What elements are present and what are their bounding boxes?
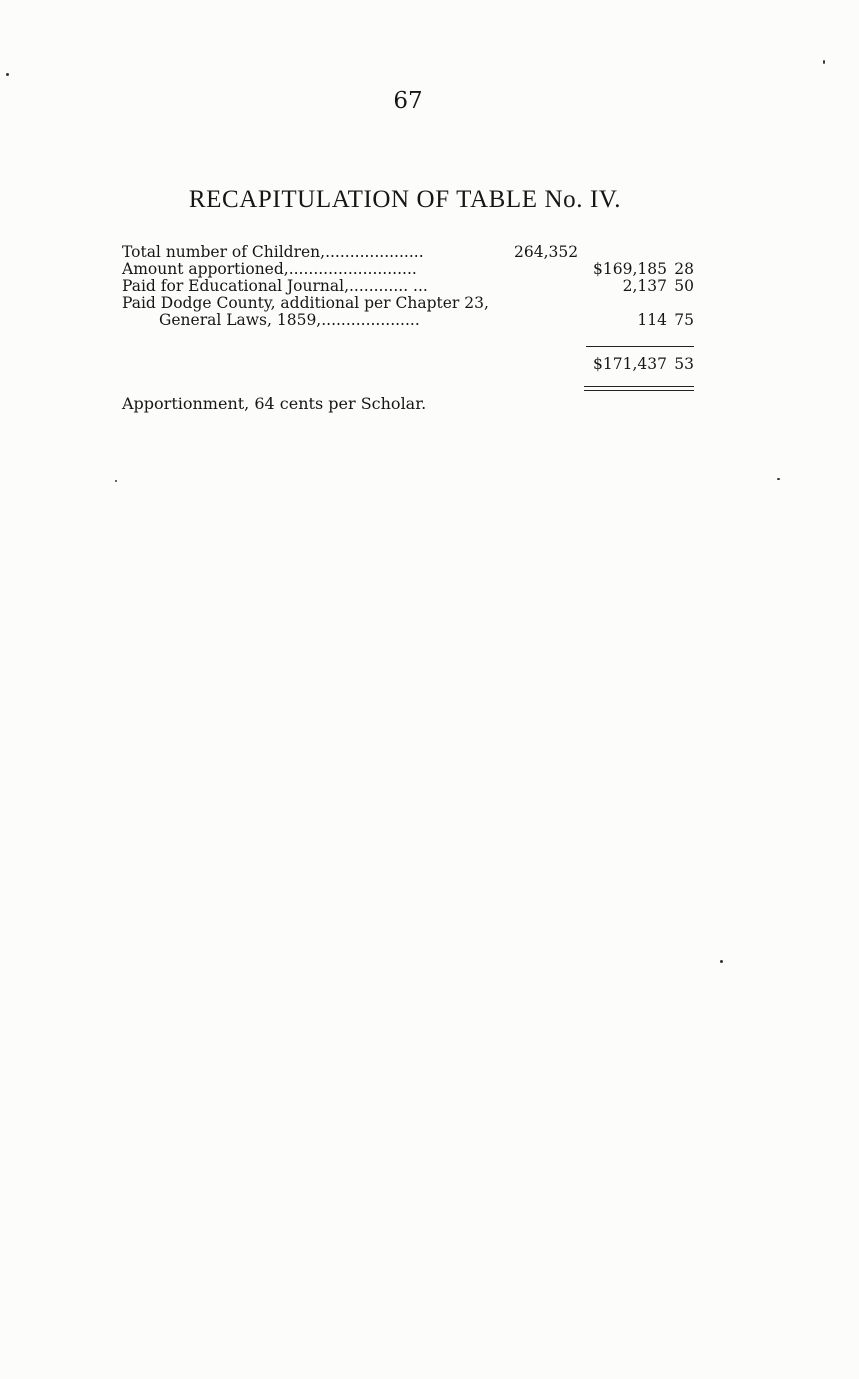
- row-label: Amount apportioned,..........................: [122, 260, 417, 278]
- row-count: 264,352: [514, 243, 579, 261]
- print-speck: [115, 480, 117, 482]
- row-dollars: 114: [637, 311, 667, 329]
- print-speck: [777, 478, 780, 480]
- row-label: Total number of Children,....................: [122, 243, 424, 261]
- row-label: Paid for Educational Journal,............ ...: [122, 277, 428, 295]
- row-dollars: 2,137: [622, 277, 667, 295]
- page-title: RECAPITULATION OF TABLE No. IV.: [188, 186, 622, 213]
- print-speck: [823, 60, 825, 64]
- print-speck: [720, 960, 723, 963]
- table-row: [122, 278, 694, 295]
- sum-rule: [586, 346, 694, 347]
- total-double-rule: [584, 386, 694, 391]
- row-cents: 28: [674, 260, 694, 278]
- print-speck: [6, 73, 9, 76]
- total-cents: 53: [674, 355, 694, 373]
- total-row: [122, 356, 694, 373]
- recapitulation-table: [122, 243, 694, 373]
- total-dollars: $171,437: [593, 355, 667, 373]
- row-label: Paid Dodge County, additional per Chapter 23,: [122, 294, 489, 312]
- row-dollars: $169,185: [593, 260, 667, 278]
- row-cents: 50: [674, 277, 694, 295]
- table-row: [122, 312, 694, 338]
- table-row: [122, 261, 694, 278]
- page-number: 67: [393, 88, 423, 114]
- apportionment-note: Apportionment, 64 cents per Scholar.: [122, 394, 427, 413]
- table-row: [122, 244, 694, 261]
- row-label: General Laws, 1859,....................: [159, 311, 420, 329]
- table-row: [122, 295, 694, 312]
- row-cents: 75: [674, 311, 694, 329]
